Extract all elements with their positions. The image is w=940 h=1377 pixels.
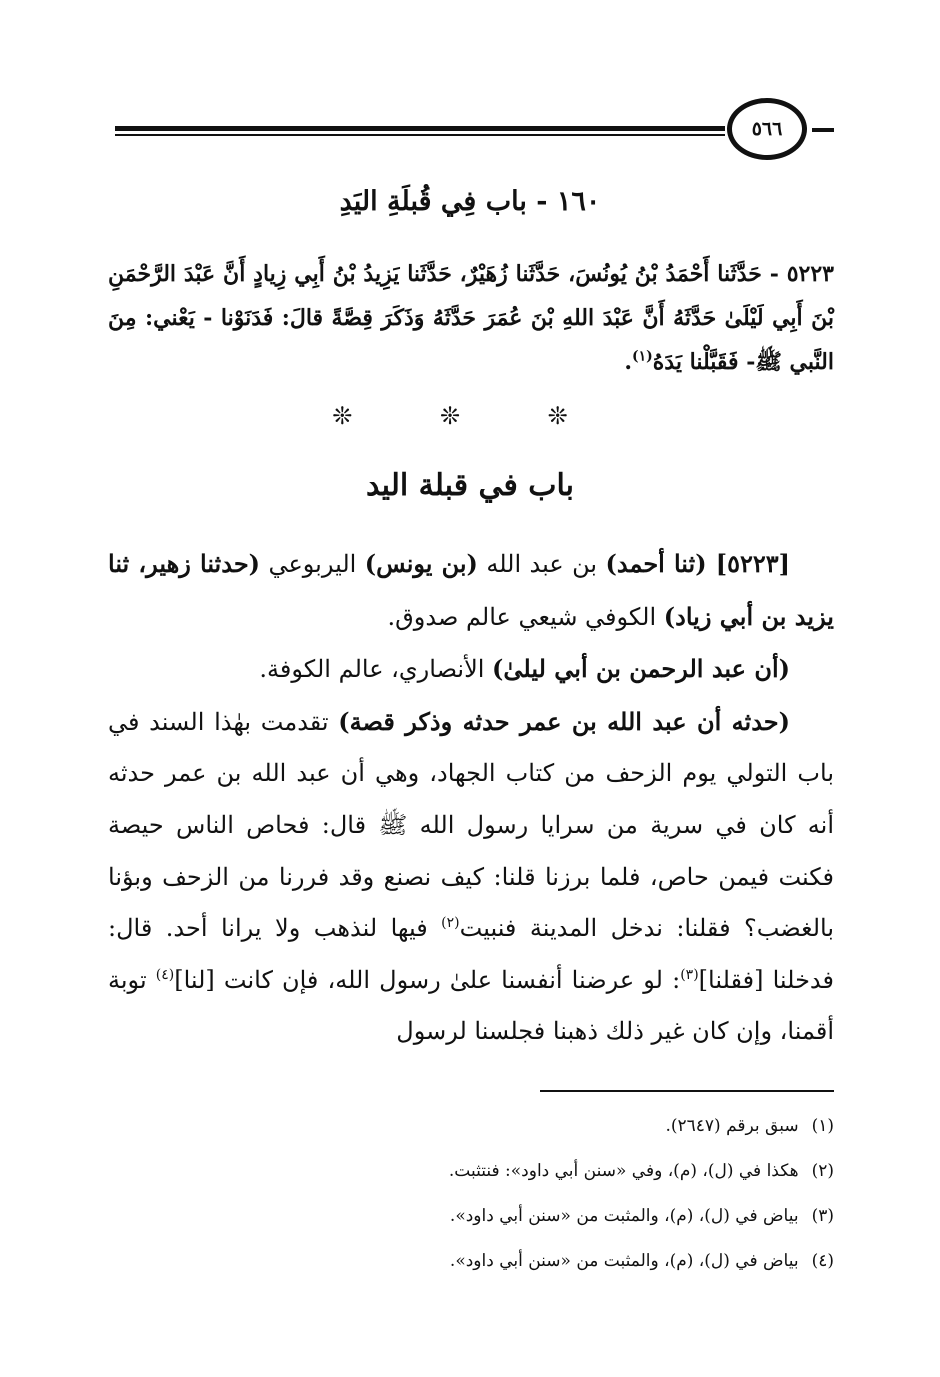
footnotes [300, 1104, 834, 1284]
commentary-text: تقدمت بهٰذا السند في باب التولي يوم الزحف من كتاب الجهاد، وهي أن عبد الله بن عمر حدثه أنه كان في سرية من سرايا رسول الله ﷺ قال: فحاص الناس حيصة فكنت فيمن حاص، فلما برزنا قلنا: كيف نصنع وقد فررنا من الزحف وبؤنا بالغضب؟ فقلنا: ندخل المدينة فنبيت [108, 707, 835, 943]
header-rule-thin [115, 134, 725, 136]
commentary-bold: (حدثه أن عبد الله بن عمر حدثه وذكر قصة) [338, 706, 790, 736]
commentary-bold: (حدثنا زهير، ثنا يزيد بن أبي زياد) [108, 549, 834, 631]
footnote-number: (٣) [811, 1206, 834, 1226]
footnote-item [300, 1104, 834, 1149]
commentary-bold: (بن يونس) [364, 549, 478, 578]
commentary [108, 538, 834, 1058]
footnote-text: بياض في (ل)، (م)، والمثبت من «سنن أبي داود». [449, 1251, 799, 1271]
separator-stars: ❊ ❊ ❊ [332, 402, 608, 430]
section-title: باب في قبلة اليد [365, 468, 575, 503]
hadith-text [108, 252, 834, 384]
footnote-text: سبق برقم (٢٦٤٧). [665, 1116, 799, 1136]
commentary-paragraph [108, 696, 834, 1058]
footnote-ref-4: (٤) [155, 966, 175, 983]
commentary-bold: (أن عبد الرحمن بن أبي ليلىٰ) [492, 654, 790, 684]
footnote-text: هكذا في (ل)، (م)، وفي «سنن أبي داود»: فنتثبت. [448, 1161, 799, 1181]
commentary-paragraph [108, 643, 834, 696]
footnote-text: بياض في (ل)، (م)، والمثبت من «سنن أبي داود». [449, 1206, 799, 1226]
chapter-title: ١٦٠ - باب فِي قُبلَةِ اليَدِ [339, 186, 601, 217]
page-number: ٥٦٦ [727, 98, 807, 160]
commentary-text: فيها لنذهب ولا يرانا أحد. قال: فدخلنا [فقلنا] [108, 914, 835, 994]
commentary-text: توبة أقمنا، وإن كان غير ذلك ذهبنا فجلسنا لرسول [108, 965, 834, 1046]
footnote-ref-1: (١) [631, 348, 653, 365]
commentary-paragraph [108, 538, 834, 643]
commentary-text: اليربوعي [260, 550, 365, 578]
footnote-item [300, 1239, 834, 1284]
commentary-text: : لو عرضنا أنفسنا علىٰ رسول الله، فإن كانت [لنا] [174, 965, 681, 994]
footnote-number: (٢) [811, 1161, 834, 1181]
hadith-body: ٥٢٢٣ - حَدَّثَنا أَحْمَدُ بْنُ يُونُسَ، حَدَّثَنا زُهَيْرٌ، حَدَّثَنا يَزِيدُ بْنُ أَبِي زِيادٍ أَنَّ عَبْدَ الرَّحْمَنِ بْنَ أَبِي لَيْلَىٰ حَدَّثَهُ أَنَّ عَبْدَ اللهِ بْنَ عُمَرَ حَدَّثَهُ وَذَكَرَ قِصَّةً قالَ: فَدَنَوْنا - يَعْني: مِنَ النَّبي ﷺ- فَقَبَّلْنا يَدَهُ [108, 261, 834, 375]
footnote-number: (٤) [811, 1251, 834, 1271]
hadith-end: . [624, 349, 632, 375]
footnote-item [300, 1149, 834, 1194]
footnote-rule [540, 1090, 834, 1092]
footnote-ref-2: (٢) [441, 915, 460, 932]
commentary-text: بن عبد الله [477, 550, 606, 578]
header-rule-end [812, 128, 834, 132]
footnote-ref-3: (٣) [680, 966, 699, 983]
commentary-bold: [٥٢٢٣] (ثنا أحمد) [605, 549, 791, 578]
commentary-text: الأنصاري، عالم الكوفة. [259, 655, 493, 684]
footnote-number: (١) [811, 1116, 834, 1136]
commentary-text: الكوفي شيعي عالم صدوق. [387, 602, 664, 631]
footnote-item [300, 1194, 834, 1239]
header-rule [115, 126, 725, 131]
